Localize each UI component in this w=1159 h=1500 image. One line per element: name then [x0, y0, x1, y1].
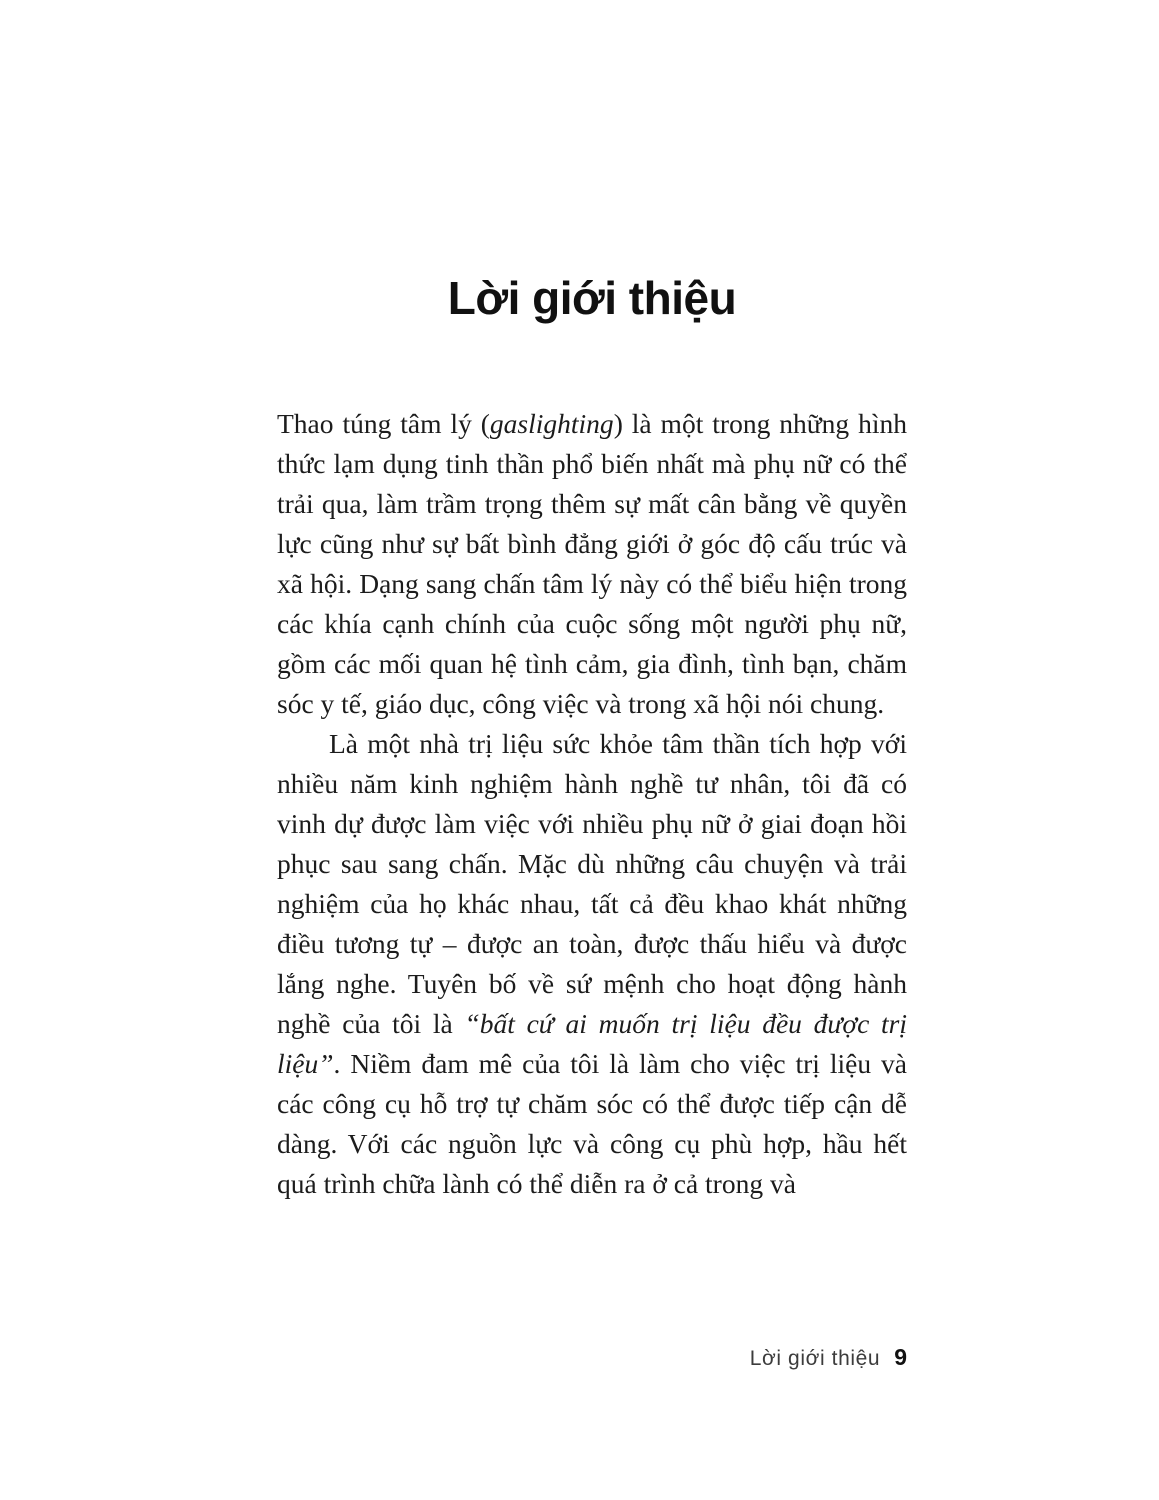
body-text	[277, 404, 907, 1204]
paragraph	[277, 404, 907, 724]
paragraph-segment: Là một nhà trị liệu sức khỏe tâm thần tích hợp với nhiều năm kinh nghiệm hành nghề tư nhân, tôi đã có vinh dự được làm việc với nhiều phụ nữ ở giai đoạn hồi phục sau sang chấn. Mặc dù những câu chuyện và trải nghiệm của họ khác nhau, tất cả đều khao khát những điều tương tự – được an toàn, được thấu hiểu và được lắng nghe. Tuyên bố về sứ mệnh cho hoạt động hành nghề của tôi là	[277, 728, 907, 1039]
footer-chapter-label: Lời giới thiệu	[749, 1347, 881, 1370]
paragraph-segment-italic: “bất cứ ai muốn trị liệu đều được trị liệu”	[277, 1008, 907, 1079]
footer-page-number: 9	[894, 1344, 907, 1370]
paragraph-segment: ) là một trong những hình thức lạm dụng tinh thần phổ biến nhất mà phụ nữ có thể trải qua, làm trầm trọng thêm sự mất cân bằng về quyền lực cũng như sự bất bình đẳng giới ở góc độ cấu trúc và xã hội. Dạng sang chấn tâm lý này có thể biểu hiện trong các khía cạnh chính của cuộc sống một người phụ nữ, gồm các mối quan hệ tình cảm, gia đình, tình bạn, chăm sóc y tế, giáo dục, công việc và trong xã hội nói chung.	[277, 408, 907, 719]
paragraph-segment: . Niềm đam mê của tôi là làm cho việc trị liệu và các công cụ hỗ trợ tự chăm sóc có thể được tiếp cận dễ dàng. Với các nguồn lực và công cụ phù hợp, hầu hết quá trình chữa lành có thể diễn ra ở cả trong và	[277, 1048, 907, 1199]
chapter-title: Lời giới thiệu	[447, 271, 737, 324]
paragraph-segment: Thao túng tâm lý (	[277, 408, 490, 439]
paragraph-segment-italic: gaslighting	[489, 408, 614, 439]
page-footer	[277, 1344, 907, 1371]
paragraph	[277, 724, 907, 1204]
